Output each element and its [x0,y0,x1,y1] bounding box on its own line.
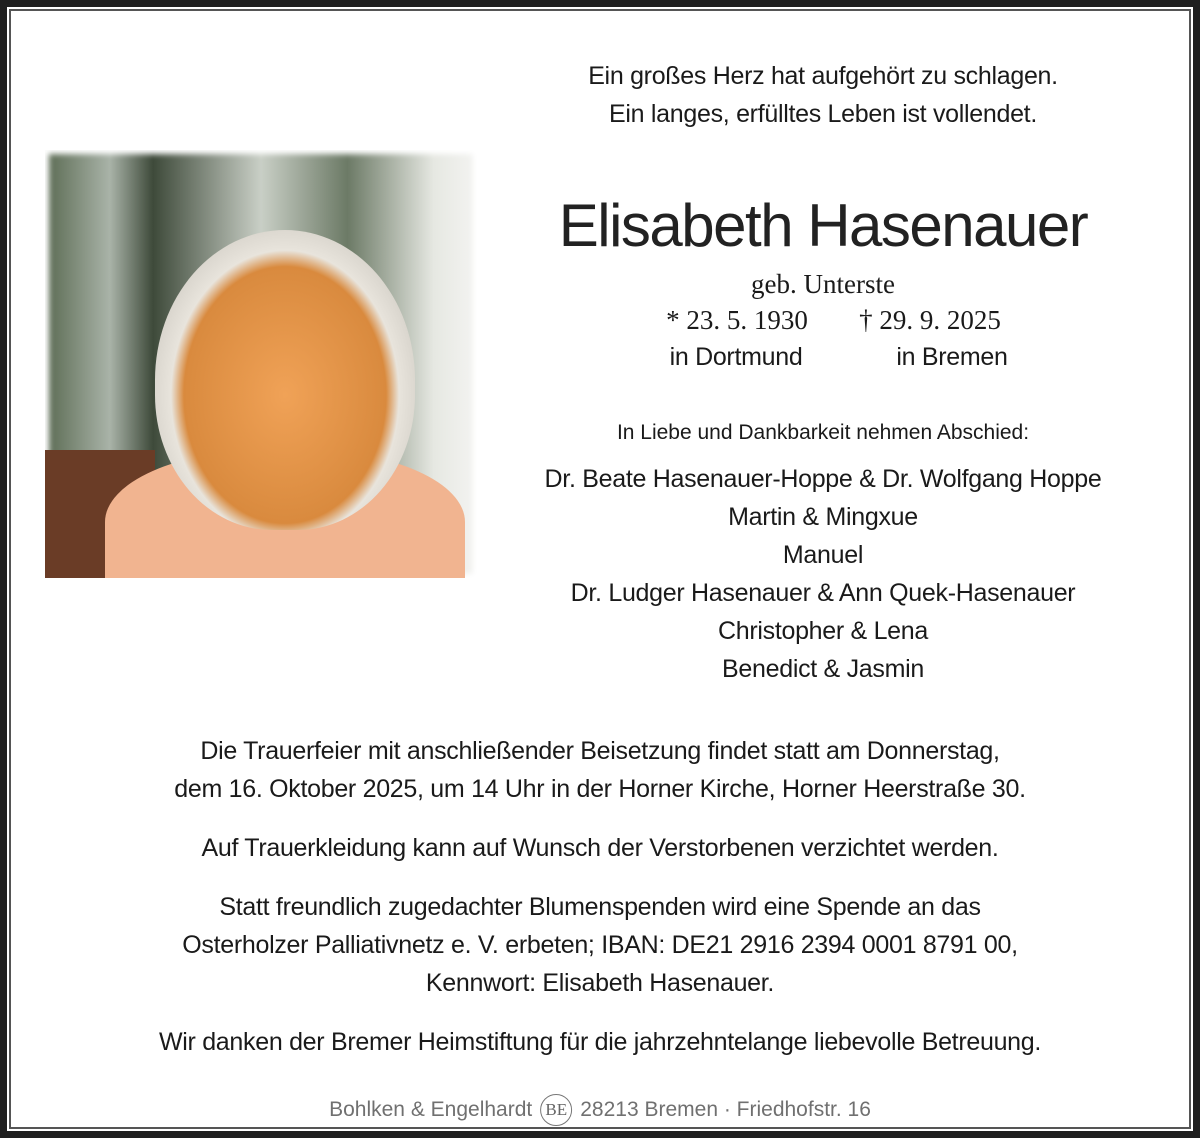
mourners-intro: In Liebe und Dankbarkeit nehmen Abschied: [616,421,1030,444]
motto-line-1: Ein großes Herz hat aufgehört zu schlagen. [588,62,1058,90]
portrait-photo [45,150,477,578]
funeral-home-footer [329,1094,871,1126]
photo-face [155,230,415,530]
mourner: Dr. Beate Hasenauer-Hoppe & Dr. Wolfgang Hoppe [544,465,1102,493]
donation-line-2: Osterholzer Palliativnetz e. V. erbeten; IBAN: DE21 2916 2394 0001 8791 00, [182,931,1018,959]
funeral-home-logo-icon: BE [540,1094,572,1126]
motto-line-2: Ein langes, erfülltes Leben ist vollendet. [609,100,1037,128]
death-place: in Bremen [896,343,1008,371]
donation-line-3: Kennwort: Elisabeth Hasenauer. [425,969,775,997]
mourner: Dr. Ludger Hasenauer & Ann Quek-Hasenauer [570,579,1076,607]
donation-line-1: Statt freundlich zugedachter Blumenspenden wird eine Spende an das [219,893,981,921]
funeral-info-line-2: dem 16. Oktober 2025, um 14 Uhr in der Horner Kirche, Horner Heerstraße 30. [174,775,1026,803]
funeral-info-line-1: Die Trauerfeier mit anschließender Beisetzung findet statt am Donnerstag, [200,737,1000,765]
mourner: Benedict & Jasmin [722,655,924,683]
obituary-notice [7,7,1193,1131]
mourner: Christopher & Lena [717,617,929,645]
birth-date: * 23. 5. 1930 [666,305,808,335]
thanks-note: Wir danken der Bremer Heimstiftung für die jahrzehntelange liebevolle Betreuung. [158,1028,1042,1056]
mourner: Manuel [782,541,864,569]
death-date: † 29. 9. 2025 [859,305,1001,335]
mourner: Martin & Mingxue [728,503,918,531]
birth-place: in Dortmund [669,343,803,371]
dress-note: Auf Trauerkleidung kann auf Wunsch der Verstorbenen verzichtet werden. [201,834,999,862]
birth-name: geb. Unterste [751,269,895,299]
deceased-name: Elisabeth Hasenauer [558,192,1088,259]
funeral-home-name: Bohlken & Engelhardt [329,1098,533,1121]
funeral-home-address: 28213 Bremen · Friedhofstr. 16 [580,1098,871,1121]
